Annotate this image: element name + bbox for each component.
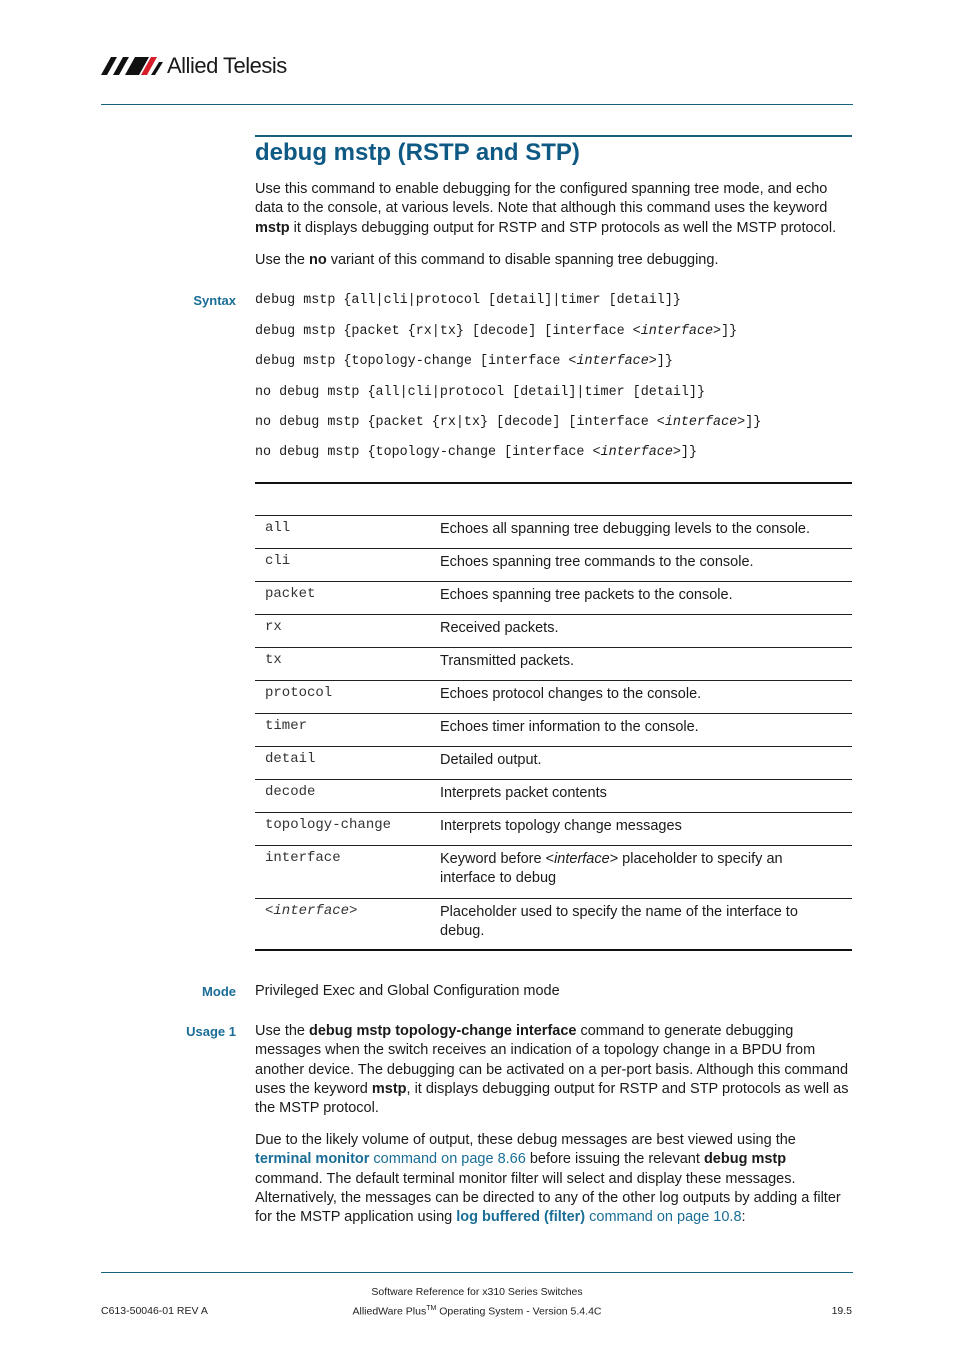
footer-title: Software Reference for x310 Series Switches [371, 1286, 583, 1298]
usage-label: Usage 1 [186, 1024, 236, 1039]
header-rule [101, 104, 853, 105]
param-name: interface [265, 850, 341, 866]
param-desc: Echoes all spanning tree debugging levels to the console. [440, 521, 811, 537]
intro-paragraph-1: Use this command to enable debugging for the configured spanning tree mode, and echo data to the console, at various levels. Note that although this command uses the keyword mstp it displays debugging output for RSTP and STP protocols as well the MSTP protocol. [255, 181, 837, 236]
syntax-line: no debug mstp {topology-change [interface <interface>]} [255, 445, 697, 460]
table-row [255, 746, 852, 779]
log-buffered-page-link[interactable]: command on page 10.8 [585, 1209, 742, 1226]
syntax-label: Syntax [193, 293, 236, 308]
syntax-line: no debug mstp {packet {rx|tx} [decode] [interface <interface>]} [255, 415, 762, 430]
table-row [255, 581, 852, 614]
param-name: tx [265, 652, 282, 668]
syntax-line: debug mstp {topology-change [interface <interface>]} [255, 354, 673, 369]
param-name: all [265, 520, 291, 536]
log-buffered-link[interactable]: log buffered (filter) [456, 1209, 586, 1226]
param-desc: Detailed output. [440, 752, 542, 768]
param-name: protocol [265, 685, 333, 701]
title-rule [255, 135, 852, 137]
table-row [255, 548, 852, 581]
param-name: rx [265, 619, 282, 635]
footer-rule [101, 1272, 853, 1273]
table-row [255, 614, 852, 647]
table-row [255, 515, 852, 548]
footer-os-version: AlliedWare Plus™ Operating System - Version 5.4.4C [352, 1305, 602, 1318]
mode-text: Privileged Exec and Global Configuration mode [255, 983, 560, 999]
param-desc: Transmitted packets. [440, 653, 575, 669]
terminal-monitor-link[interactable]: terminal monitor [255, 1151, 370, 1168]
parameter-table [255, 482, 852, 951]
param-desc: Echoes spanning tree packets to the console. [440, 587, 733, 603]
table-row [255, 812, 852, 845]
table-row [255, 845, 852, 898]
param-desc: Interprets packet contents [440, 785, 607, 801]
table-row [255, 898, 852, 949]
param-name: packet [265, 586, 316, 602]
allied-telesis-logo [101, 52, 287, 80]
param-name: cli [265, 553, 291, 569]
param-name: detail [265, 751, 316, 767]
footer-doc-number: C613-50046-01 REV A [101, 1305, 208, 1317]
terminal-monitor-page-link[interactable]: command on page 8.66 [369, 1151, 526, 1168]
table-bottom-rule [255, 949, 852, 951]
param-desc: Echoes protocol changes to the console. [440, 686, 702, 702]
table-row [255, 680, 852, 713]
intro-paragraph-2: Use the no variant of this command to disable spanning tree debugging. [255, 252, 719, 268]
usage-paragraph-1: Use the debug mstp topology-change interface command to generate debugging messages when the switch receives an indication of a topology change in a BPDU from another device. The debugging can be activated on a per-port basis. Although this command uses the keyword mstp, it displays debugging output for RSTP and STP protocols as well as the MSTP protocol. [255, 1023, 849, 1117]
param-desc: Placeholder used to specify the name of the interface to debug. [440, 904, 798, 939]
mode-label: Mode [202, 984, 236, 999]
param-name: <interface> [265, 903, 358, 919]
param-desc: Keyword before <interface> placeholder to specify an interface to debug [440, 851, 783, 886]
param-desc: Received packets. [440, 620, 559, 636]
param-name: timer [265, 718, 308, 734]
footer-page-number: 19.5 [831, 1305, 852, 1317]
param-name: decode [265, 784, 316, 800]
syntax-line: no debug mstp {all|cli|protocol [detail]|timer [detail]} [255, 385, 705, 400]
page-title: debug mstp (RSTP and STP) [255, 139, 580, 166]
param-name: topology-change [265, 817, 392, 833]
logo-text: Allied Telesis [167, 53, 287, 78]
table-row [255, 647, 852, 680]
table-row [255, 713, 852, 746]
param-desc: Interprets topology change messages [440, 818, 682, 834]
logo-mark-icon [101, 56, 163, 76]
syntax-line: debug mstp {all|cli|protocol [detail]|timer [detail]} [255, 293, 681, 308]
syntax-line: debug mstp {packet {rx|tx} [decode] [interface <interface>]} [255, 324, 738, 339]
param-desc: Echoes spanning tree commands to the console. [440, 554, 754, 570]
table-row [255, 779, 852, 812]
usage-paragraph-2: Due to the likely volume of output, these debug messages are best viewed using the terminal monitor command on page 8.66 before issuing the relevant debug mstp command. The default terminal monitor filter will select and display these messages. Alternatively, the messages can be directed to any of the other log outputs by adding a filter for the MSTP application using log buffered (filter) command on page 10.8: [255, 1132, 841, 1226]
param-desc: Echoes timer information to the console. [440, 719, 699, 735]
